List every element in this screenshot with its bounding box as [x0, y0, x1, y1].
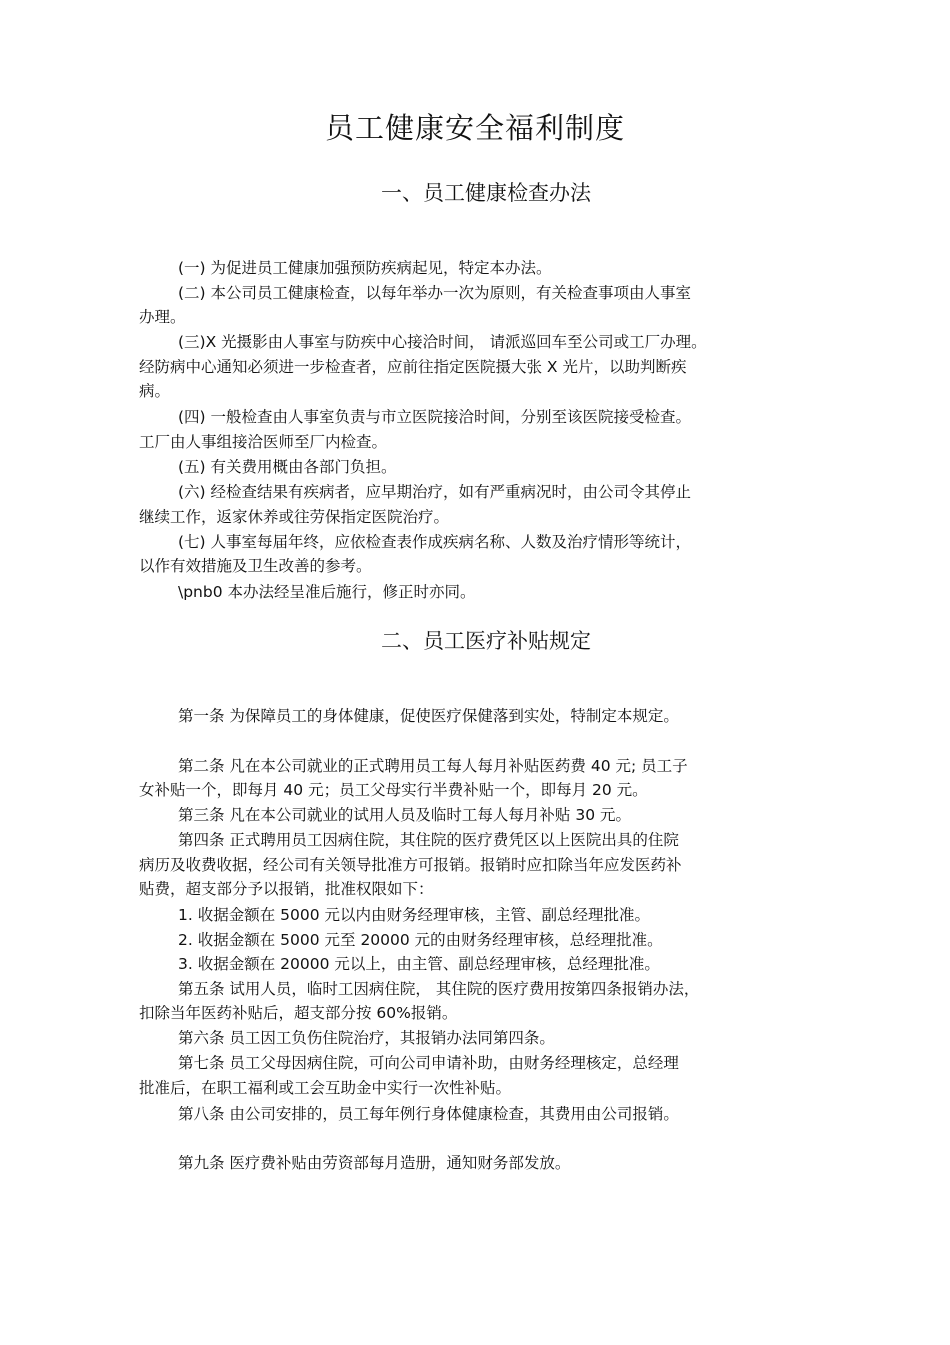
article-line: 第四条 正式聘用员工因病住院，其住院的医疗费凭区以上医院出具的住院	[178, 831, 679, 849]
paragraph-line: 病。	[139, 382, 171, 400]
paragraph-line: (七) 人事室每届年终，应依检查表作成疾病名称、人数及治疗情形等统计，	[178, 533, 692, 551]
article-line: 3. 收据金额在 20000 元以上，由主管、副总经理审核，总经理批准。	[178, 955, 660, 973]
article-line: 第五条 试用人员，临时工因病住院， 其住院的医疗费用按第四条报销办法，	[178, 980, 700, 998]
paragraph-line: (二) 本公司员工健康检查，以每年举办一次为原则，有关检查事项由人事室	[178, 284, 692, 302]
paragraph-line: (一) 为促进员工健康加强预防疾病起见，特定本办法。	[178, 259, 552, 277]
article-line: 病历及收费收据，经公司有关领导批准方可报销。报销时应扣除当年应发医药补	[139, 856, 682, 874]
paragraph-line: (三)X 光摄影由人事室与防疾中心接洽时间， 请派巡回车至公司或工厂办理。	[178, 333, 707, 351]
article-line: 2. 收据金额在 5000 元至 20000 元的由财务经理审核，总经理批准。	[178, 931, 663, 949]
article-line: 第七条 员工父母因病住院，可向公司申请补助，由财务经理核定，总经理	[178, 1054, 679, 1072]
section-heading-medical-subsidy: 二、员工医疗补贴规定	[381, 629, 591, 653]
paragraph-line: (五) 有关费用概由各部门负担。	[178, 458, 397, 476]
paragraph-line: 以作有效措施及卫生改善的参考。	[139, 557, 372, 575]
paragraph-line: 工厂由人事组接洽医师至厂内检查。	[139, 433, 388, 451]
article-line: 扣除当年医药补贴后，超支部分按 60%报销。	[139, 1004, 458, 1022]
paragraph-line: 经防病中心通知必须进一步检查者，应前往指定医院摄大张 X 光片，以助判断疾	[139, 358, 687, 376]
paragraph-line: 继续工作，返家休养或往劳保指定医院治疗。	[139, 508, 450, 526]
paragraph-line: (六) 经检查结果有疾病者，应早期治疗，如有严重病况时，由公司令其停止	[178, 483, 692, 501]
article-line: 第八条 由公司安排的，员工每年例行身体健康检查，其费用由公司报销。	[178, 1105, 679, 1123]
paragraph-line: (四) 一般检查由人事室负责与市立医院接洽时间，分别至该医院接受检查。	[178, 408, 692, 426]
article-line: 第六条 员工因工负伤住院治疗，其报销办法同第四条。	[178, 1029, 555, 1047]
article-line: 1. 收据金额在 5000 元以内由财务经理审核，主管、副总经理批准。	[178, 906, 651, 924]
document-title: 员工健康安全福利制度	[324, 111, 625, 145]
article-line: 批准后，在职工福利或工会互助金中实行一次性补贴。	[139, 1079, 512, 1097]
article-line: 第一条 为保障员工的身体健康，促使医疗保健落到实处，特制定本规定。	[178, 707, 679, 725]
article-line: 第二条 凡在本公司就业的正式聘用员工每人每月补贴医药费 40 元; 员工子	[178, 757, 688, 775]
article-line: 女补贴一个，即每月 40 元；员工父母实行半费补贴一个，即每月 20 元。	[139, 781, 648, 799]
paragraph-line: 办理。	[139, 308, 186, 326]
paragraph-line: \pnb0 本办法经呈准后施行，修正时亦同。	[178, 583, 476, 601]
article-line: 贴费，超支部分予以报销，批准权限如下：	[139, 880, 434, 898]
article-line: 第三条 凡在本公司就业的试用人员及临时工每人每月补贴 30 元。	[178, 806, 632, 824]
article-line: 第九条 医疗费补贴由劳资部每月造册，通知财务部发放。	[178, 1154, 571, 1172]
section-heading-health-check: 一、员工健康检查办法	[381, 181, 591, 205]
